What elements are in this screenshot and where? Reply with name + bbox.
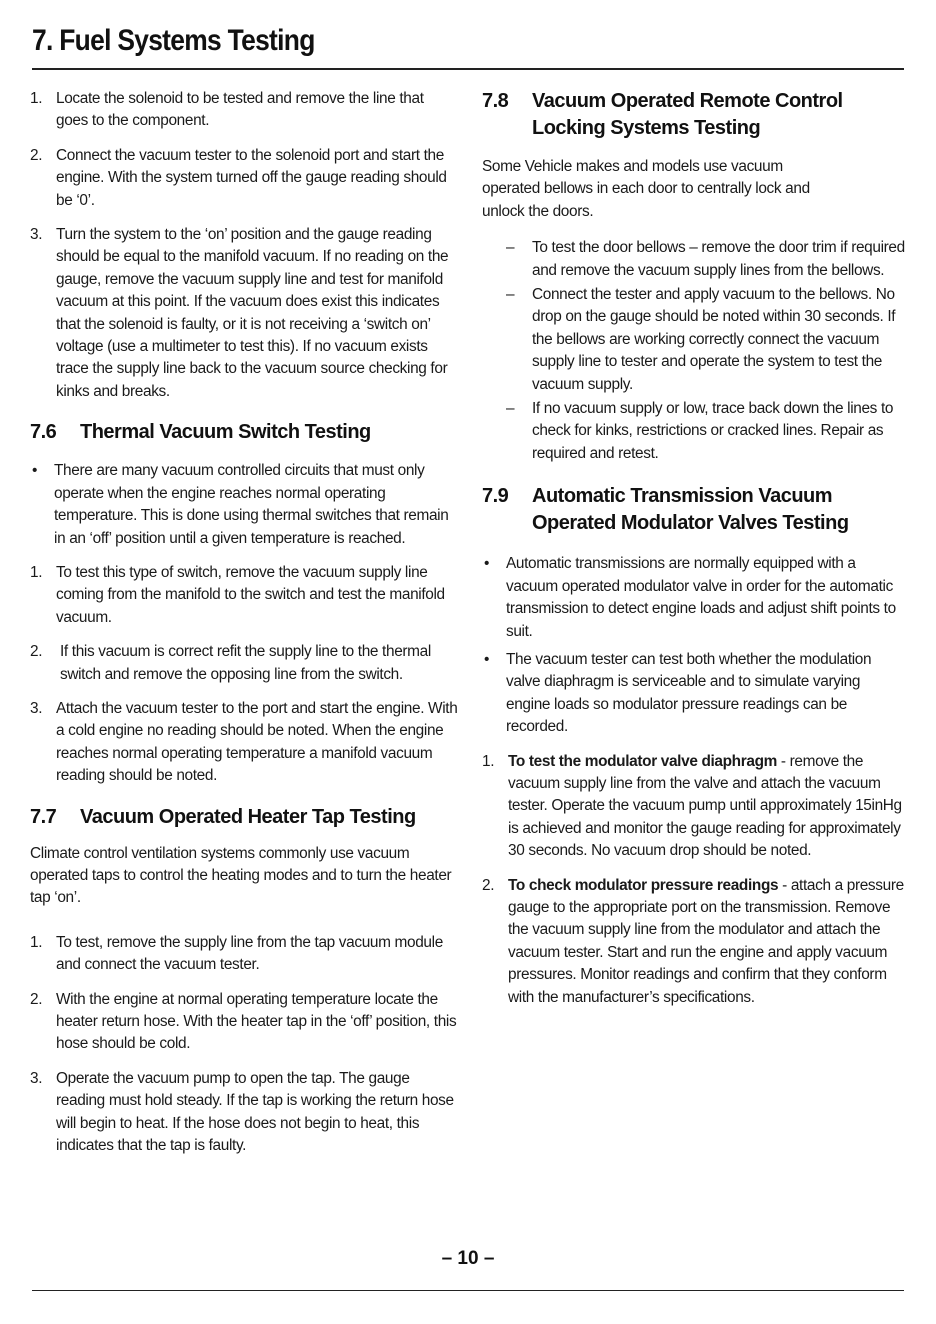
list-item <box>482 875 906 1009</box>
list-text: To test, remove the supply line from the tap vacuum module and connect the vacuum tester. <box>56 933 443 974</box>
list-text: To test this type of switch, remove the vacuum supply line coming from the manifold to the switch and test the manifold vacuum. <box>56 563 445 626</box>
section-number: 7.9 <box>482 485 509 508</box>
list-number: 1. <box>30 90 43 107</box>
dash-text: If no vacuum supply or low, trace back down the lines to check for kinks, restrictions or cracked lines. Repair as required and retest. <box>532 400 894 462</box>
dash-marker: – <box>506 286 515 304</box>
section-heading-7-7 <box>30 804 458 831</box>
list-number: 2. <box>482 876 495 894</box>
list-rest: - attach a pressure gauge to the appropriate port on the transmission. Remove the vacuum supply line from the modulator and attach the vacuum tester. Start and run the engine and apply vacuum pressures. Monitor readings and confirm that they conform with the manufacturer’s specifications. <box>508 876 904 1006</box>
section-title: Vacuum Operated Remote Control Locking Systems Testing <box>532 90 843 139</box>
list-item <box>30 698 458 788</box>
bullet-dot: • <box>484 555 490 573</box>
section-heading-7-9 <box>482 483 906 537</box>
bullet-item <box>482 649 906 739</box>
section-intro: Some Vehicle makes and models use vacuum operated bellows in each door to centrally lock and unlock the doors. <box>482 158 810 220</box>
left-column <box>30 88 458 1157</box>
section-intro: Climate control ventilation systems commonly use vacuum operated taps to control the heating modes and to turn the heater tap ‘on’. <box>30 844 452 907</box>
bullet-text: The vacuum tester can test both whether the modulation valve diaphragm is serviceable and to simulate varying engine loads so modulator pressure readings can be recorded. <box>506 650 872 736</box>
bullet-dot: • <box>484 650 490 668</box>
list-text: If this vacuum is correct refit the supply line to the thermal switch and remove the opposing line from the switch. <box>60 643 431 683</box>
section-title: Vacuum Operated Heater Tap Testing <box>80 805 416 828</box>
list-number: 1. <box>30 563 43 581</box>
list-lead: To check modulator pressure readings <box>508 876 779 894</box>
right-column <box>482 88 906 1009</box>
list-text <box>508 751 906 863</box>
dash-item <box>506 237 906 282</box>
section-heading-7-8 <box>482 88 906 142</box>
list-text: Operate the vacuum pump to open the tap. The gauge reading must hold steady. If the tap is working the return hose will begin to heat. If the hose does not begin to heat, this indicates that the tap is faulty. <box>56 1069 454 1155</box>
list-text <box>508 875 906 1009</box>
dash-text: To test the door bellows – remove the door trim if required and remove the vacuum supply lines from the bellows. <box>532 239 905 279</box>
dash-item <box>506 398 906 465</box>
list-number: 1. <box>482 752 495 770</box>
title-divider <box>32 68 904 70</box>
list-item <box>482 751 906 863</box>
list-number: 2. <box>30 643 43 661</box>
dash-text: Connect the tester and apply vacuum to the bellows. No drop on the gauge should be noted within 30 seconds. If the bellows are working correctly connect the vacuum supply line to tester and operate the system to test the vacuum supply. <box>532 286 896 393</box>
list-item <box>30 562 458 629</box>
page-title: 7. Fuel Systems Testing <box>32 24 315 57</box>
bullet-dot: • <box>32 462 38 480</box>
dash-item <box>506 284 906 396</box>
list-text: Connect the vacuum tester to the solenoid port and start the engine. With the system turned off the gauge reading should be ‘0’. <box>56 146 447 209</box>
dash-marker: – <box>506 400 515 418</box>
list-lead: To test the modulator valve diaphragm <box>508 752 777 770</box>
page-number: – 10 – <box>441 1248 495 1269</box>
list-item <box>30 224 458 403</box>
list-number: 3. <box>30 226 43 244</box>
list-item <box>30 989 458 1056</box>
list-number: 1. <box>30 933 43 951</box>
bullet-item <box>482 553 906 643</box>
list-text: Turn the system to the ‘on’ position and the gauge reading should be equal to the manifold vacuum. If no reading on the gauge, remove the vacuum supply line and test for manifold vacuum at this point. If the vacuum does exist this indicates that the solenoid is faulty, or it is not receiving a ‘switch on’ voltage (use a multimeter to test this). If no vacuum exists trace the supply line back to the vacuum source checking for kinks and breaks. <box>56 226 449 400</box>
list-item <box>30 932 458 977</box>
section-title: Automatic Transmission Vacuum Operated Modulator Valves Testing <box>532 485 849 535</box>
bullet-text: Automatic transmissions are normally equipped with a vacuum operated modulator valve in order for the automatic transmission to detect engine loads and adjust shift points to suit. <box>506 555 896 640</box>
section-number: 7.7 <box>30 805 57 828</box>
list-number: 3. <box>30 699 43 717</box>
list-number: 2. <box>30 990 43 1008</box>
list-rest: - remove the vacuum supply line from the valve and attach the vacuum tester. Operate the vacuum pump until approximately 15inHg is achieved and monitor the gauge reading for approximately 30 seconds. No vacuum drop should be noted. <box>508 752 902 860</box>
list-number: 2. <box>30 146 43 164</box>
list-text: Locate the solenoid to be tested and remove the line that goes to the component. <box>56 90 424 130</box>
section-number: 7.8 <box>482 90 509 112</box>
bullet-item <box>30 460 458 550</box>
section-number: 7.6 <box>30 421 57 444</box>
dash-marker: – <box>506 239 515 257</box>
list-text: Attach the vacuum tester to the port and start the engine. With a cold engine no reading should be noted. When the engine reaches normal operating temperature a manifold vacuum reading should be noted. <box>56 699 458 785</box>
list-item <box>30 145 458 212</box>
section-title: Thermal Vacuum Switch Testing <box>80 421 371 444</box>
footer-divider <box>32 1290 904 1291</box>
list-number: 3. <box>30 1069 43 1087</box>
list-item <box>30 1068 458 1158</box>
list-text: With the engine at normal operating temperature locate the heater return hose. With the heater tap in the ‘off’ position, this hose should be cold. <box>56 990 457 1053</box>
list-item <box>30 641 458 686</box>
section-heading-7-6 <box>30 419 458 446</box>
bullet-text: There are many vacuum controlled circuits that must only operate when the engine reaches normal operating temperature. This is done using thermal switches that remain in an ‘off’ position until a given temperature is reached. <box>54 462 449 547</box>
list-item <box>30 88 458 133</box>
